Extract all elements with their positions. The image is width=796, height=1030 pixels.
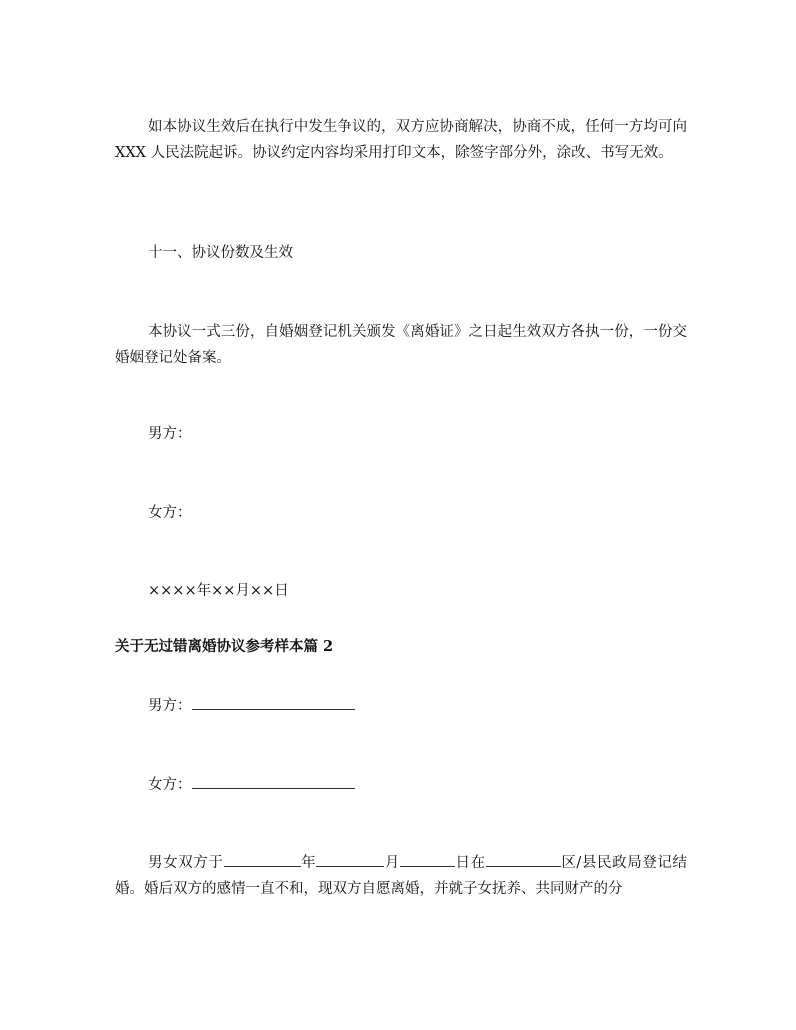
male-signature-label: 男方： (148, 426, 192, 442)
female-party-line (115, 772, 687, 798)
district-blank (486, 852, 561, 867)
year-label: 年 (300, 855, 317, 871)
section-heading-copies-effect: 十一、协议份数及生效 (148, 245, 293, 261)
month-label: 月 (384, 855, 400, 871)
marriage-text-start: 男女双方于 (148, 855, 224, 871)
day-blank (400, 852, 455, 867)
female-signature-label: 女方： (148, 505, 192, 521)
marriage-text-rest: 区/县民政局登记结婚。婚后双方的感情一直不和，现双方自愿离婚，并就子女抚养、共同财产的分 (115, 855, 688, 897)
paragraph-dispute-resolution: 如本协议生效后在执行中发生争议的，双方应协商解决，协商不成，任何一方均可向 XXX 人民法院起诉。协议约定内容均采用打印文本，除签字部分外，涂改、书写无效。 (115, 119, 692, 161)
paragraph-copies: 本协议一式三份，自婚姻登记机关颁发《离婚证》之日起生效双方各执一份，一份交婚姻登记处备案。 (115, 324, 687, 366)
article-title: 关于无过错离婚协议参考样本篇 2 (115, 638, 334, 655)
paragraph-marriage-registration (115, 850, 687, 902)
signing-date-line: ××××年××月××日 (148, 583, 289, 599)
female-name-blank (192, 774, 355, 789)
day-label: 日在 (454, 855, 486, 871)
month-blank (316, 852, 384, 867)
male-party-label: 男方： (148, 698, 192, 714)
male-party-line (115, 693, 687, 719)
male-name-blank (192, 695, 355, 710)
female-party-label: 女方： (148, 777, 192, 793)
year-blank (224, 852, 301, 867)
